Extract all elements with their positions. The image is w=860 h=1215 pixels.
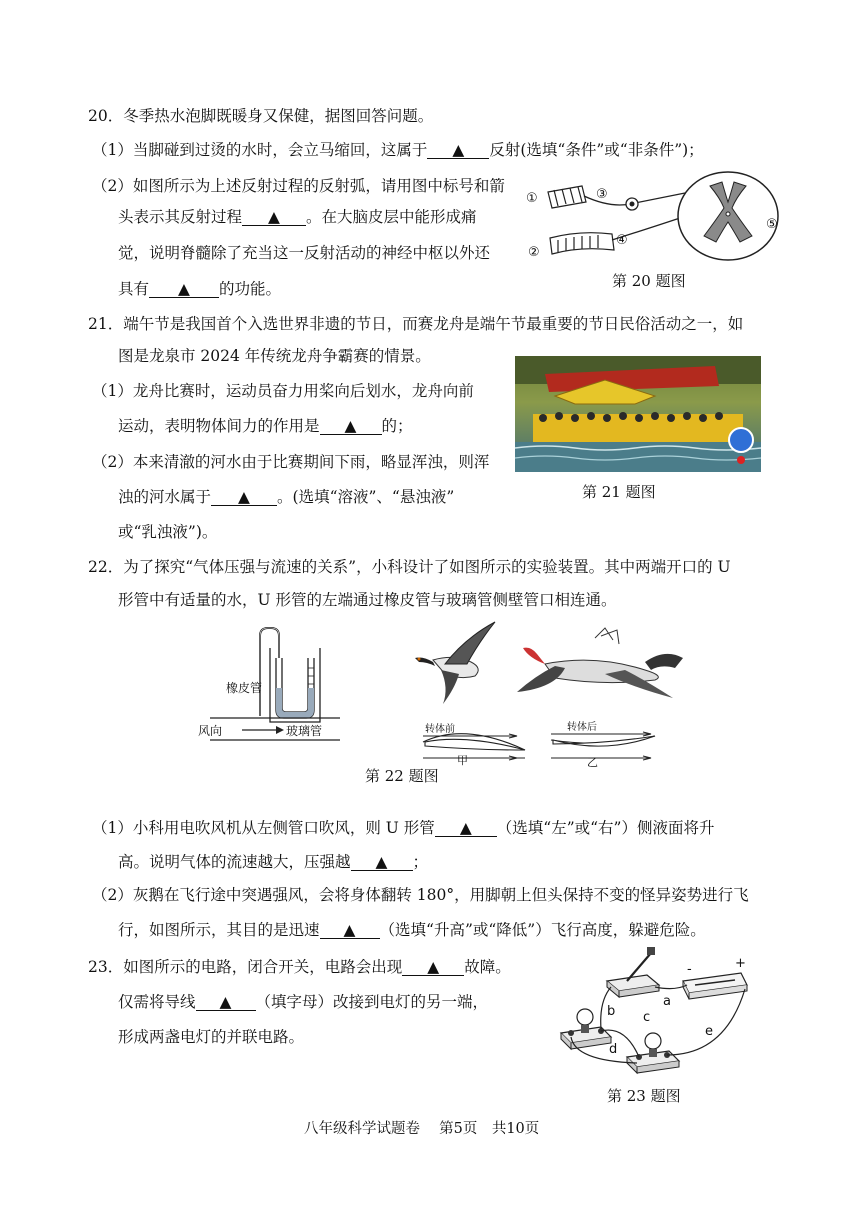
q20-blank-3[interactable]: ▲ bbox=[149, 281, 219, 298]
q23-line3: 形成两盏电灯的并联电路。 bbox=[118, 1028, 305, 1046]
q21-stem-line1: 21．端午节是我国首个入选世界非遗的节日，而赛龙舟是端午节最重要的节日民俗活动之一，如 bbox=[88, 315, 744, 333]
q23-stem-text-b: 故障。 bbox=[464, 958, 511, 976]
q20-blank-2[interactable]: ▲ bbox=[242, 209, 306, 226]
q20-part2-line4 bbox=[118, 279, 281, 299]
q23-stem-line1 bbox=[88, 957, 511, 977]
q22-fig-caption: 第 22 题图 bbox=[365, 767, 439, 785]
q22-stem-line1: 22．为了探究“气体压强与流速的关系”，小科设计了如图所示的实验装置。其中两端开口的 U bbox=[88, 558, 731, 576]
circuit-figure bbox=[555, 945, 785, 1075]
wire-label-a: a bbox=[663, 994, 671, 1009]
q22-stem-line2: 形管中有适量的水，U 形管的左端通过橡皮管与玻璃管侧壁管口相连通。 bbox=[118, 591, 617, 609]
q21-part1-text-c: 的； bbox=[381, 417, 413, 435]
q21-part2-text-b: 浊的河水属于 bbox=[118, 488, 212, 506]
q20-part1-text-a: （1）当脚碰到过烫的水时，会立马缩回，这属于 bbox=[92, 141, 428, 159]
q23-line2 bbox=[118, 992, 488, 1012]
label-rubber-tube: 橡皮管 bbox=[226, 681, 263, 695]
q21-part1-line2 bbox=[118, 416, 413, 436]
q22-part1-line1 bbox=[92, 818, 714, 838]
reflex-arc-figure bbox=[520, 168, 790, 272]
q23-fig-caption: 第 23 题图 bbox=[607, 1087, 681, 1105]
q20-stem: 20．冬季热水泡脚既暖身又保健，据图回答问题。 bbox=[88, 107, 434, 125]
q22-part1-text-b: （选填“左”或“右”）侧液面将升 bbox=[496, 819, 715, 837]
q23-blank-2[interactable]: ▲ bbox=[196, 994, 256, 1011]
geese-wing-figure bbox=[405, 618, 695, 769]
label-5: ⑤ bbox=[766, 217, 778, 232]
q21-part2-line2 bbox=[118, 487, 454, 507]
q20-part2-text-c: 。在大脑皮层中能形成痛 bbox=[306, 208, 477, 226]
dragon-boat-photo bbox=[515, 356, 761, 472]
lamp-right bbox=[627, 1033, 679, 1073]
wire-label-e: e bbox=[705, 1024, 713, 1039]
wing-profile-jia bbox=[423, 734, 525, 760]
q22-part1-text-c: 高。说明气体的流速越大，压强越 bbox=[118, 853, 351, 871]
battery-minus: - bbox=[687, 962, 692, 977]
q22-part1-line2 bbox=[118, 852, 428, 872]
battery-plus: + bbox=[735, 956, 746, 971]
spinal-cord bbox=[678, 172, 778, 260]
q23-line2-text-b: （填字母）改接到电灯的另一端， bbox=[255, 993, 489, 1011]
page-footer: 八年级科学试题卷 第5页 共10页 bbox=[304, 1121, 540, 1137]
q22-blank-1[interactable]: ▲ bbox=[435, 820, 497, 837]
switch bbox=[607, 947, 659, 997]
q22-part1-text-a: （1）小科用电吹风机从左侧管口吹风，则 U 形管 bbox=[92, 819, 435, 837]
effector-muscle bbox=[550, 233, 614, 254]
q20-part2-text-f: 的功能。 bbox=[219, 280, 282, 298]
q23-blank-1[interactable]: ▲ bbox=[402, 959, 464, 976]
battery bbox=[683, 956, 747, 999]
q21-stem-line2: 图是龙泉市 2024 年传统龙舟争霸赛的情景。 bbox=[118, 347, 431, 365]
label-4: ④ bbox=[616, 233, 628, 248]
wire-label-c: c bbox=[643, 1010, 651, 1025]
q21-part1-line1: （1）龙舟比赛时，运动员奋力用桨向后划水，龙舟向前 bbox=[92, 382, 474, 400]
q21-fig-caption: 第 21 题图 bbox=[582, 483, 656, 501]
wire-label-b: b bbox=[607, 1004, 616, 1019]
label-wind: 风向 bbox=[198, 724, 223, 738]
q21-part2-line3: 或“乳浊液”)。 bbox=[118, 523, 218, 541]
q21-part1-text-b: 运动，表明物体间力的作用是 bbox=[118, 417, 320, 435]
q21-blank-2[interactable]: ▲ bbox=[211, 489, 277, 506]
label-3: ③ bbox=[596, 187, 608, 202]
goose-normal bbox=[415, 622, 495, 704]
label-2: ② bbox=[528, 245, 540, 260]
q22-blank-2[interactable]: ▲ bbox=[351, 854, 413, 871]
q20-blank-1[interactable]: ▲ bbox=[427, 142, 489, 159]
q22-blank-3[interactable]: ▲ bbox=[320, 922, 380, 939]
goose-inverted bbox=[517, 628, 683, 698]
q22-part1-text-d: ； bbox=[412, 853, 429, 871]
label-yi: 乙 bbox=[587, 756, 598, 769]
label-before: 转体前 bbox=[425, 724, 455, 735]
wing-profile-yi bbox=[551, 732, 655, 760]
lamp-left bbox=[561, 1009, 611, 1049]
q21-part2-line1: （2）本来清澈的河水由于比赛期间下雨，略显浑浊，则浑 bbox=[92, 453, 490, 471]
q21-blank-1[interactable]: ▲ bbox=[320, 418, 382, 435]
q20-part2-line3: 觉，说明脊髓除了充当这一反射活动的神经中枢以外还 bbox=[118, 244, 491, 262]
q20-part2-line2 bbox=[118, 207, 477, 227]
q22-part2-text-c: （选填“升高”或“降低”）飞行高度，躲避危险。 bbox=[379, 921, 706, 939]
label-1: ① bbox=[526, 191, 538, 206]
q21-part2-text-c: 。(选填“溶液”、“悬浊液” bbox=[277, 488, 455, 506]
q20-part2-line1: （2）如图所示为上述反射过程的反射弧，请用图中标号和箭 bbox=[92, 177, 505, 195]
q23-line2-text-a: 仅需将导线 bbox=[118, 993, 196, 1011]
q23-stem-text-a: 23．如图所示的电路，闭合开关，电路会出现 bbox=[88, 958, 403, 976]
q20-part2-text-b: 头表示其反射过程 bbox=[118, 208, 243, 226]
q22-part2-line2 bbox=[118, 920, 706, 940]
u-tube-apparatus bbox=[190, 622, 350, 748]
label-after: 转体后 bbox=[567, 722, 597, 733]
q20-part1 bbox=[92, 140, 704, 160]
q22-part2-text-b: 行，如图所示，其目的是迅速 bbox=[118, 921, 320, 939]
wire-label-d: d bbox=[609, 1042, 618, 1057]
label-jia: 甲 bbox=[457, 754, 468, 767]
q22-part2-line1: （2）灰鹅在飞行途中突遇强风，会将身体翻转 180°，用脚朝上但头保持不变的怪异姿势进行飞 bbox=[92, 886, 749, 904]
label-glass-tube: 玻璃管 bbox=[286, 724, 323, 738]
q20-part2-text-e: 具有 bbox=[118, 280, 150, 298]
receptor-skin bbox=[548, 186, 586, 208]
q20-fig-caption: 第 20 题图 bbox=[612, 272, 686, 290]
q20-part1-text-b: 反射(选填“条件”或“非条件”)； bbox=[489, 141, 704, 159]
